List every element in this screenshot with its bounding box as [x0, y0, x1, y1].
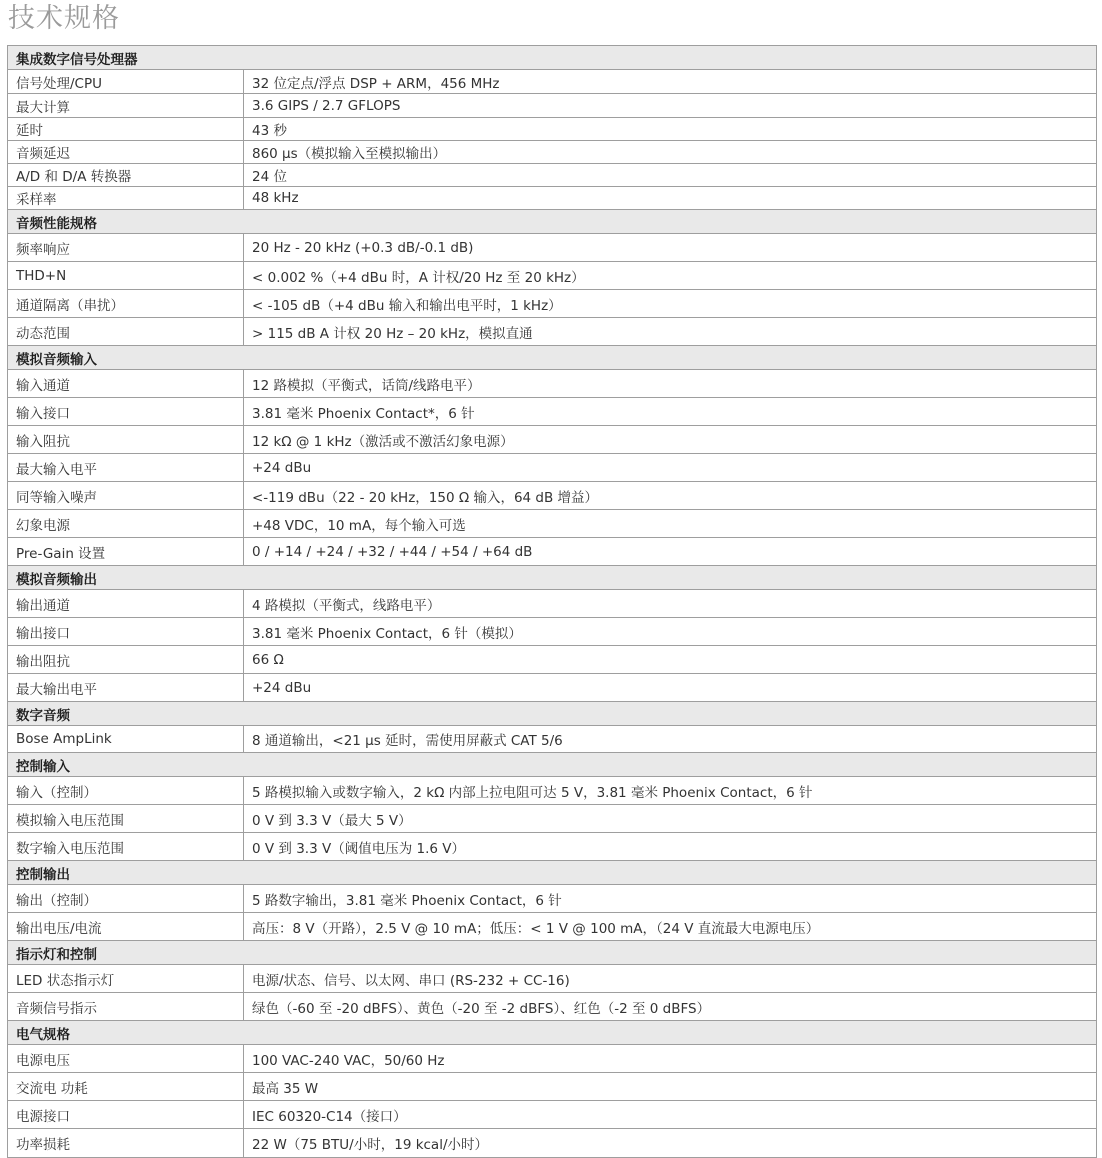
spec-value: 32 位定点/浮点 DSP + ARM，456 MHz: [244, 70, 1097, 94]
section-header-row: [8, 941, 1097, 965]
spec-label: 输入阻抗: [8, 426, 244, 454]
spec-label: 电源接口: [8, 1101, 244, 1129]
spec-label: 通道隔离（串扰）: [8, 290, 244, 318]
spec-row: [8, 164, 1097, 187]
spec-value: IEC 60320-C14（接口）: [244, 1101, 1097, 1129]
section-header-row: [8, 702, 1097, 726]
spec-row: [8, 590, 1097, 618]
spec-label: A/D 和 D/A 转换器: [8, 164, 244, 187]
spec-row: [8, 913, 1097, 941]
spec-row: [8, 1045, 1097, 1073]
spec-value: 22 W（75 BTU/小时，19 kcal/小时）: [244, 1129, 1097, 1158]
spec-label: 输出阻抗: [8, 646, 244, 674]
spec-label: Bose AmpLink: [8, 726, 244, 753]
spec-label: 幻象电源: [8, 510, 244, 538]
spec-value: 绿色（-60 至 -20 dBFS）、黄色（-20 至 -2 dBFS）、红色（-2 至 0 dBFS）: [244, 993, 1097, 1021]
spec-row: [8, 965, 1097, 993]
spec-value: 0 / +14 / +24 / +32 / +44 / +54 / +64 dB: [244, 538, 1097, 566]
spec-value: 4 路模拟（平衡式，线路电平）: [244, 590, 1097, 618]
spec-label: 采样率: [8, 187, 244, 210]
spec-row: [8, 70, 1097, 94]
spec-row: [8, 993, 1097, 1021]
spec-label: 输出电压/电流: [8, 913, 244, 941]
spec-label: 输入通道: [8, 370, 244, 398]
spec-value: +24 dBu: [244, 454, 1097, 482]
spec-row: [8, 538, 1097, 566]
section-title: 模拟音频输出: [8, 566, 1097, 590]
spec-value: 48 kHz: [244, 187, 1097, 210]
spec-label: LED 状态指示灯: [8, 965, 244, 993]
spec-label: 数字输入电压范围: [8, 833, 244, 861]
spec-row: [8, 290, 1097, 318]
spec-row: [8, 482, 1097, 510]
spec-value: 3.81 毫米 Phoenix Contact，6 针（模拟）: [244, 618, 1097, 646]
spec-value: 8 通道输出，<21 µs 延时，需使用屏蔽式 CAT 5/6: [244, 726, 1097, 753]
spec-label: 输入接口: [8, 398, 244, 426]
spec-row: [8, 426, 1097, 454]
spec-label: 模拟输入电压范围: [8, 805, 244, 833]
spec-row: [8, 833, 1097, 861]
spec-row: [8, 187, 1097, 210]
spec-label: 同等输入噪声: [8, 482, 244, 510]
page-title: 技术规格: [8, 3, 120, 34]
spec-value: 3.81 毫米 Phoenix Contact*，6 针: [244, 398, 1097, 426]
spec-table-body: [8, 46, 1097, 1158]
spec-value: 66 Ω: [244, 646, 1097, 674]
spec-value: 860 µs（模拟输入至模拟输出）: [244, 141, 1097, 164]
spec-row: [8, 118, 1097, 141]
section-header-row: [8, 566, 1097, 590]
spec-row: [8, 510, 1097, 538]
spec-label: 频率响应: [8, 234, 244, 262]
spec-label: 输出（控制）: [8, 885, 244, 913]
spec-label: 输出通道: [8, 590, 244, 618]
spec-row: [8, 1129, 1097, 1158]
spec-label: 最大输入电平: [8, 454, 244, 482]
section-title: 音频性能规格: [8, 210, 1097, 234]
spec-row: [8, 726, 1097, 753]
spec-row: [8, 674, 1097, 702]
spec-value: 5 路模拟输入或数字输入，2 kΩ 内部上拉电阻可达 5 V，3.81 毫米 Phoenix Contact，6 针: [244, 777, 1097, 805]
spec-value: > 115 dB A 计权 20 Hz – 20 kHz，模拟直通: [244, 318, 1097, 346]
spec-value: 20 Hz - 20 kHz (+0.3 dB/-0.1 dB): [244, 234, 1097, 262]
spec-row: [8, 370, 1097, 398]
spec-value: 高压：8 V（开路），2.5 V @ 10 mA；低压：< 1 V @ 100 mA，（24 V 直流最大电源电压）: [244, 913, 1097, 941]
section-title: 控制输入: [8, 753, 1097, 777]
section-header-row: [8, 210, 1097, 234]
spec-row: [8, 618, 1097, 646]
spec-value: 12 路模拟（平衡式，话筒/线路电平）: [244, 370, 1097, 398]
spec-value: 43 秒: [244, 118, 1097, 141]
spec-row: [8, 805, 1097, 833]
spec-row: [8, 1073, 1097, 1101]
spec-label: 最大计算: [8, 94, 244, 118]
spec-label: 功率损耗: [8, 1129, 244, 1158]
spec-label: 交流电 功耗: [8, 1073, 244, 1101]
spec-row: [8, 777, 1097, 805]
spec-value: 12 kΩ @ 1 kHz（激活或不激活幻象电源）: [244, 426, 1097, 454]
section-title: 集成数字信号处理器: [8, 46, 1097, 70]
spec-row: [8, 454, 1097, 482]
spec-label: Pre-Gain 设置: [8, 538, 244, 566]
spec-label: 输入（控制）: [8, 777, 244, 805]
spec-row: [8, 94, 1097, 118]
section-header-row: [8, 46, 1097, 70]
section-header-row: [8, 1021, 1097, 1045]
spec-row: [8, 234, 1097, 262]
spec-row: [8, 318, 1097, 346]
spec-value: < -105 dB（+4 dBu 输入和输出电平时，1 kHz）: [244, 290, 1097, 318]
spec-label: 延时: [8, 118, 244, 141]
spec-label: 电源电压: [8, 1045, 244, 1073]
spec-value: 3.6 GIPS / 2.7 GFLOPS: [244, 94, 1097, 118]
section-title: 指示灯和控制: [8, 941, 1097, 965]
section-title: 电气规格: [8, 1021, 1097, 1045]
spec-row: [8, 1101, 1097, 1129]
section-title: 控制输出: [8, 861, 1097, 885]
section-title: 数字音频: [8, 702, 1097, 726]
spec-value: <-119 dBu（22 - 20 kHz，150 Ω 输入，64 dB 增益）: [244, 482, 1097, 510]
spec-value: 100 VAC-240 VAC，50/60 Hz: [244, 1045, 1097, 1073]
spec-table: [7, 45, 1097, 1158]
spec-label: THD+N: [8, 262, 244, 290]
spec-label: 最大输出电平: [8, 674, 244, 702]
spec-value: 最高 35 W: [244, 1073, 1097, 1101]
spec-value: 5 路数字输出，3.81 毫米 Phoenix Contact，6 针: [244, 885, 1097, 913]
spec-label: 音频信号指示: [8, 993, 244, 1021]
spec-value: 电源/状态、信号、以太网、串口 (RS-232 + CC-16): [244, 965, 1097, 993]
spec-value: < 0.002 %（+4 dBu 时，A 计权/20 Hz 至 20 kHz）: [244, 262, 1097, 290]
spec-value: +24 dBu: [244, 674, 1097, 702]
spec-value: +48 VDC，10 mA，每个输入可选: [244, 510, 1097, 538]
section-header-row: [8, 753, 1097, 777]
spec-value: 0 V 到 3.3 V（最大 5 V）: [244, 805, 1097, 833]
spec-row: [8, 398, 1097, 426]
section-title: 模拟音频输入: [8, 346, 1097, 370]
spec-row: [8, 262, 1097, 290]
spec-value: 24 位: [244, 164, 1097, 187]
spec-row: [8, 646, 1097, 674]
spec-label: 信号处理/CPU: [8, 70, 244, 94]
spec-value: 0 V 到 3.3 V（阈值电压为 1.6 V）: [244, 833, 1097, 861]
spec-label: 音频延迟: [8, 141, 244, 164]
spec-label: 输出接口: [8, 618, 244, 646]
section-header-row: [8, 861, 1097, 885]
spec-row: [8, 885, 1097, 913]
spec-row: [8, 141, 1097, 164]
spec-label: 动态范围: [8, 318, 244, 346]
section-header-row: [8, 346, 1097, 370]
